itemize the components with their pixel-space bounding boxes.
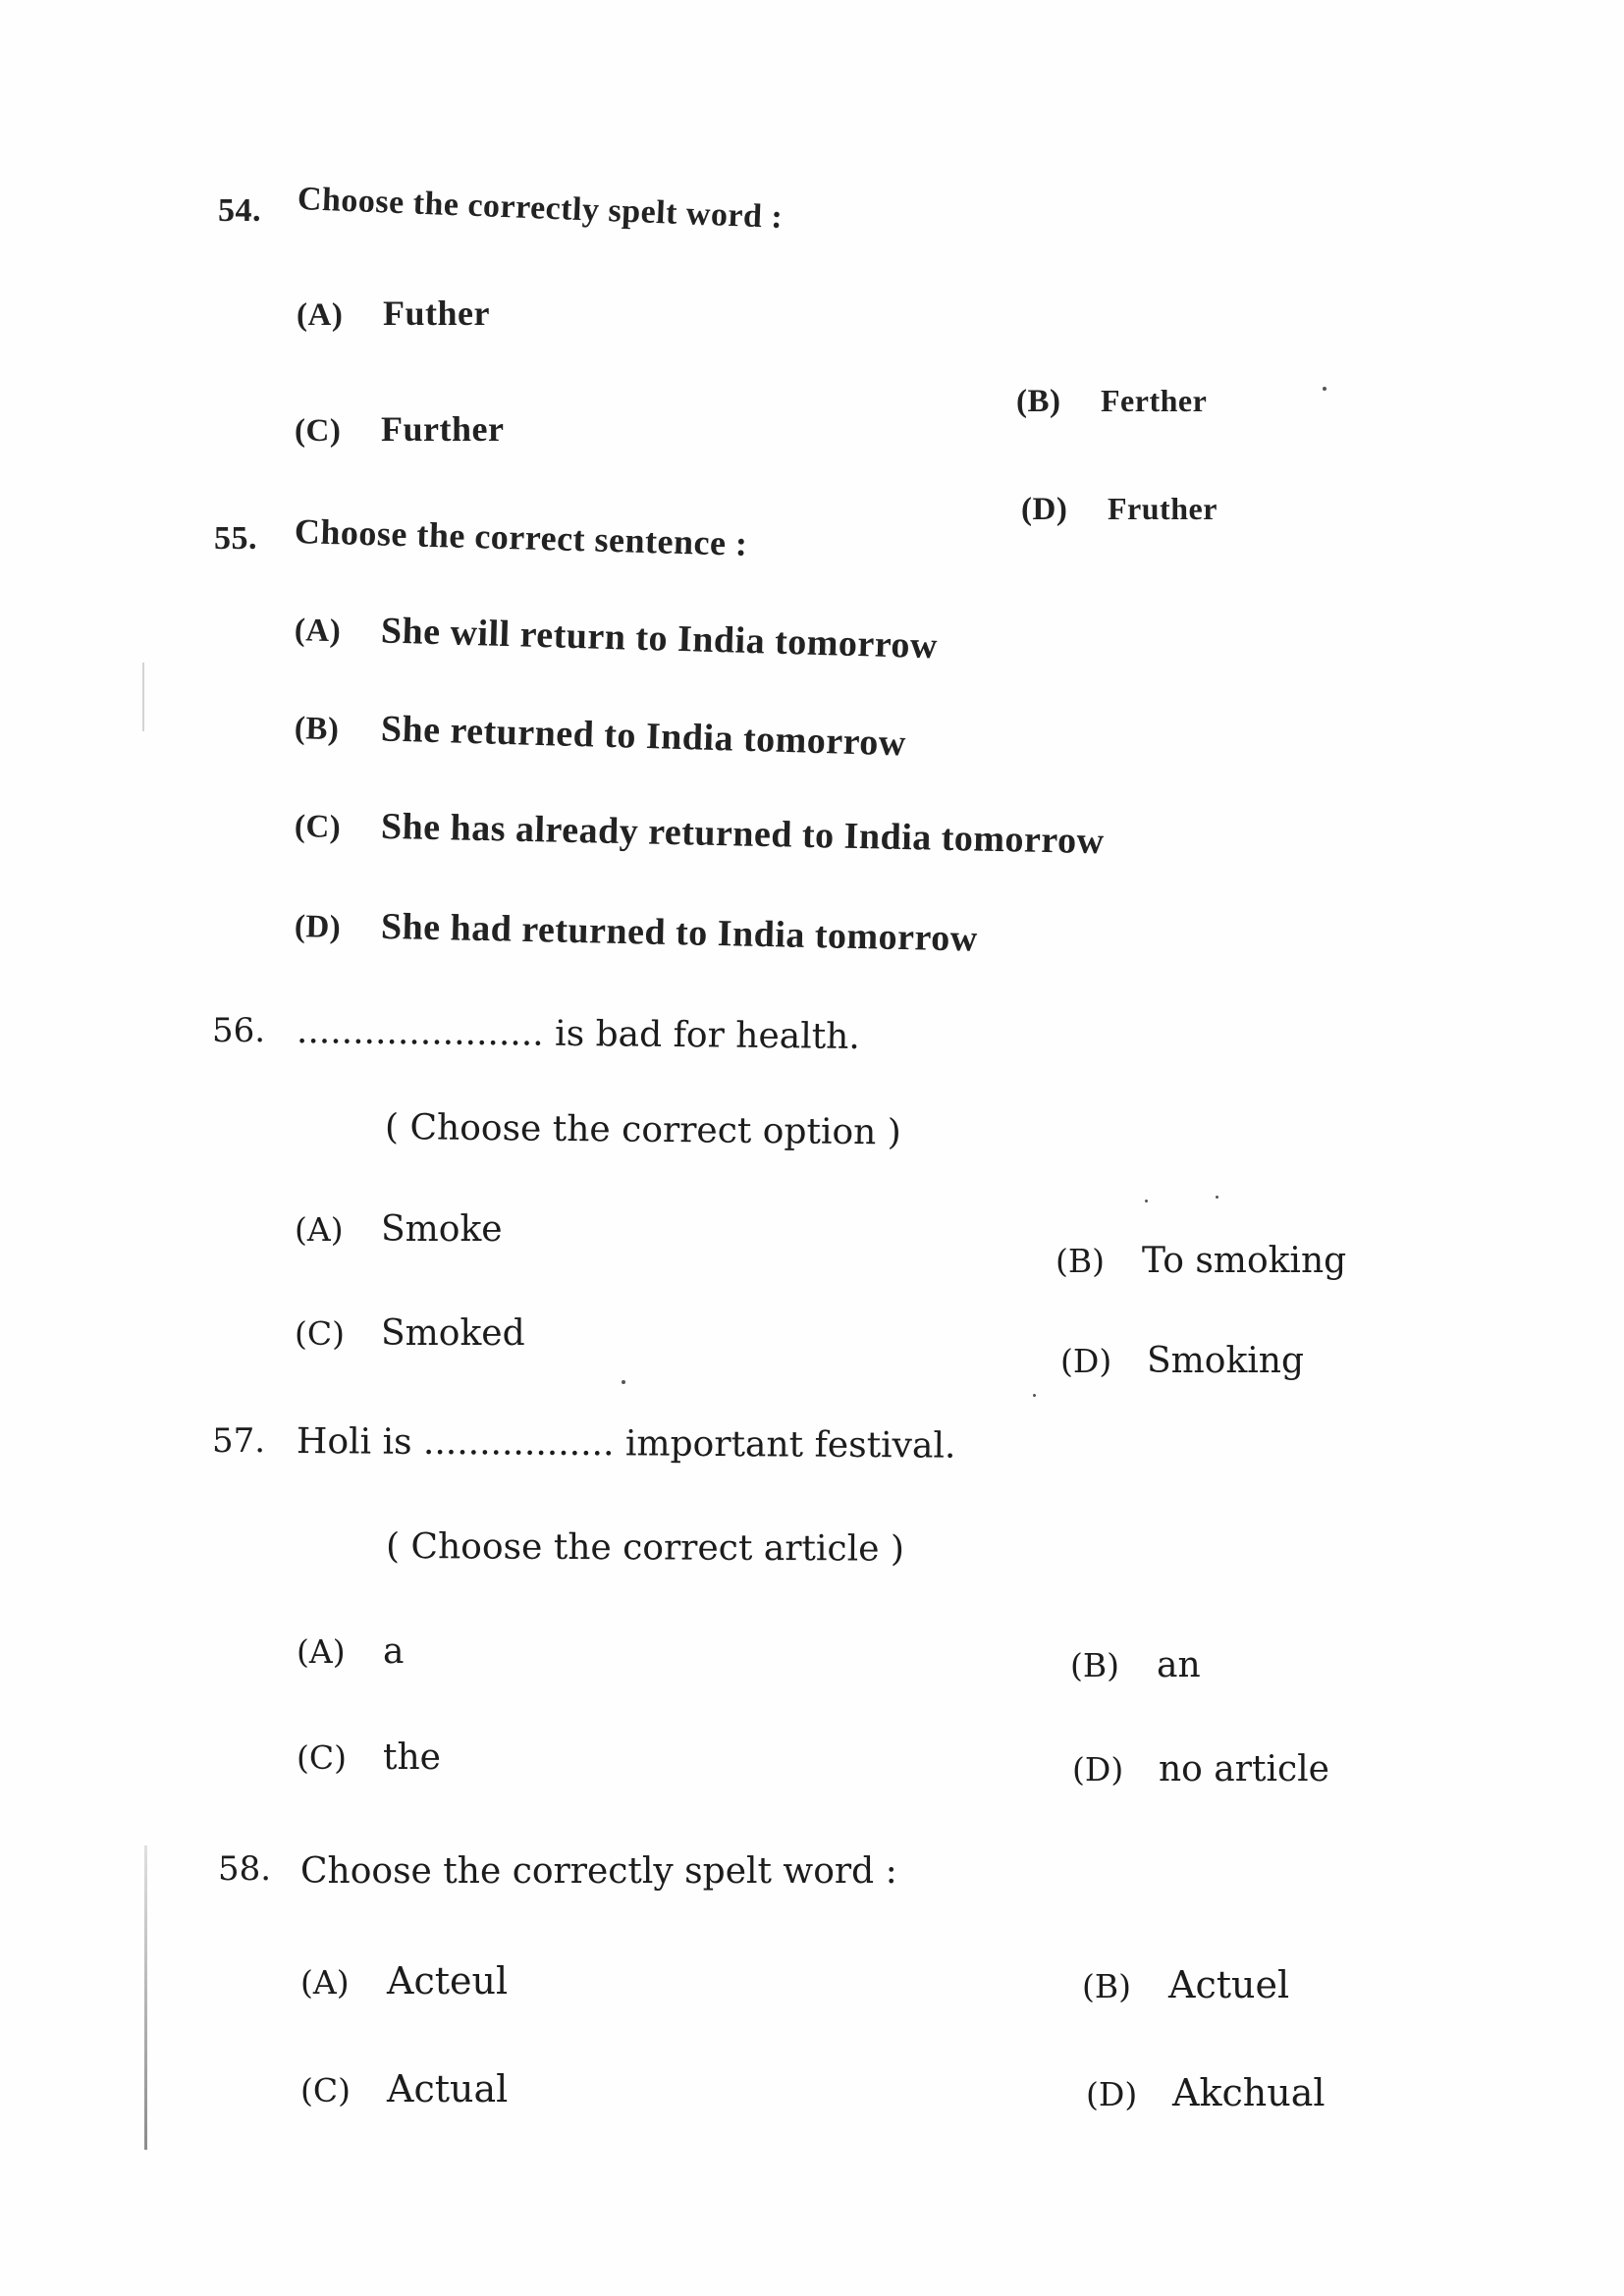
option-c[interactable]: [300, 2067, 508, 2110]
option-text: an: [1157, 1645, 1201, 1685]
option-text: no article: [1159, 1749, 1329, 1789]
option-label: (B): [1016, 384, 1061, 419]
option-text: Futher: [383, 294, 490, 333]
scan-speck: [1216, 1196, 1218, 1199]
option-label: (D): [1072, 1750, 1124, 1789]
option-b[interactable]: [1070, 1645, 1201, 1685]
option-c[interactable]: [295, 408, 504, 450]
option-text: Actuel: [1168, 1963, 1290, 2006]
option-text: Further: [381, 409, 505, 449]
scan-margin-line: [142, 663, 144, 731]
option-d[interactable]: [1021, 491, 1218, 528]
option-label: (A): [295, 1210, 344, 1249]
option-label: (D): [1060, 1342, 1112, 1380]
option-text: Akchual: [1172, 2071, 1326, 2114]
question-text: Holi is ................. important festival.: [296, 1421, 956, 1467]
option-a[interactable]: [300, 1959, 508, 2002]
scan-speck: [1033, 1394, 1036, 1397]
option-c[interactable]: [295, 803, 1105, 863]
question-hint: ( Choose the correct article ): [385, 1526, 905, 1570]
option-a[interactable]: [294, 607, 938, 667]
option-a[interactable]: [297, 1631, 404, 1672]
option-label: (A): [297, 1632, 346, 1671]
option-text: She had returned to India tomorrow: [380, 905, 979, 960]
option-label: (C): [297, 1738, 347, 1777]
option-text: She has already returned to India tomorrow: [380, 805, 1105, 863]
question-number: 56.: [212, 1011, 266, 1050]
question-number: 55.: [214, 520, 257, 557]
option-c[interactable]: [295, 1313, 525, 1354]
option-d[interactable]: [295, 903, 979, 961]
option-label: (B): [1056, 1242, 1105, 1280]
question-text: ...................... is bad for health.: [296, 1011, 861, 1058]
option-text: the: [383, 1737, 441, 1778]
option-text: Actual: [387, 2067, 509, 2110]
option-label: (B): [1070, 1646, 1119, 1684]
option-c[interactable]: [297, 1737, 441, 1778]
option-label: (A): [297, 297, 344, 333]
option-text: She returned to India tomorrow: [380, 708, 907, 765]
option-label: (C): [295, 1314, 345, 1353]
option-a[interactable]: [295, 1209, 503, 1250]
option-text: Fruther: [1108, 491, 1218, 526]
option-label: (D): [1086, 2075, 1138, 2113]
option-label: (C): [295, 413, 342, 449]
scan-speck: [1323, 387, 1326, 391]
question-text: Choose the correct sentence :: [294, 511, 749, 563]
scan-speck: [1145, 1200, 1148, 1202]
question-text: Choose the correctly spelt word :: [300, 1851, 897, 1892]
option-d[interactable]: [1060, 1341, 1304, 1381]
option-label: (B): [1082, 1967, 1131, 2005]
option-a[interactable]: [297, 293, 490, 334]
option-text: Acteul: [387, 1959, 509, 2002]
option-label: (B): [294, 711, 340, 748]
option-b[interactable]: [294, 705, 906, 765]
question-hint: ( Choose the correct option ): [384, 1107, 902, 1153]
option-text: a: [383, 1631, 405, 1672]
option-text: To smoking: [1142, 1241, 1347, 1281]
scan-speck: [622, 1380, 625, 1384]
scan-binding-line: [144, 1845, 147, 2150]
option-d[interactable]: [1072, 1749, 1329, 1789]
option-label: (A): [300, 1963, 350, 2002]
question-number: 58.: [218, 1849, 272, 1889]
option-d[interactable]: [1086, 2071, 1326, 2114]
option-text: Ferther: [1101, 383, 1208, 418]
question-text: Choose the correctly spelt word :: [297, 181, 784, 236]
option-b[interactable]: [1082, 1963, 1289, 2006]
option-label: (D): [294, 909, 342, 945]
option-text: Smoke: [381, 1209, 503, 1250]
option-label: (C): [300, 2071, 351, 2109]
question-number: 57.: [212, 1421, 266, 1461]
option-label: (A): [294, 613, 342, 650]
option-text: Smoking: [1147, 1341, 1305, 1381]
option-b[interactable]: [1056, 1241, 1346, 1281]
option-b[interactable]: [1016, 383, 1207, 420]
option-label: (C): [294, 809, 342, 845]
option-label: (D): [1021, 492, 1068, 527]
option-text: She will return to India tomorrow: [380, 610, 939, 667]
option-text: Smoked: [381, 1313, 525, 1354]
question-number: 54.: [218, 192, 261, 229]
